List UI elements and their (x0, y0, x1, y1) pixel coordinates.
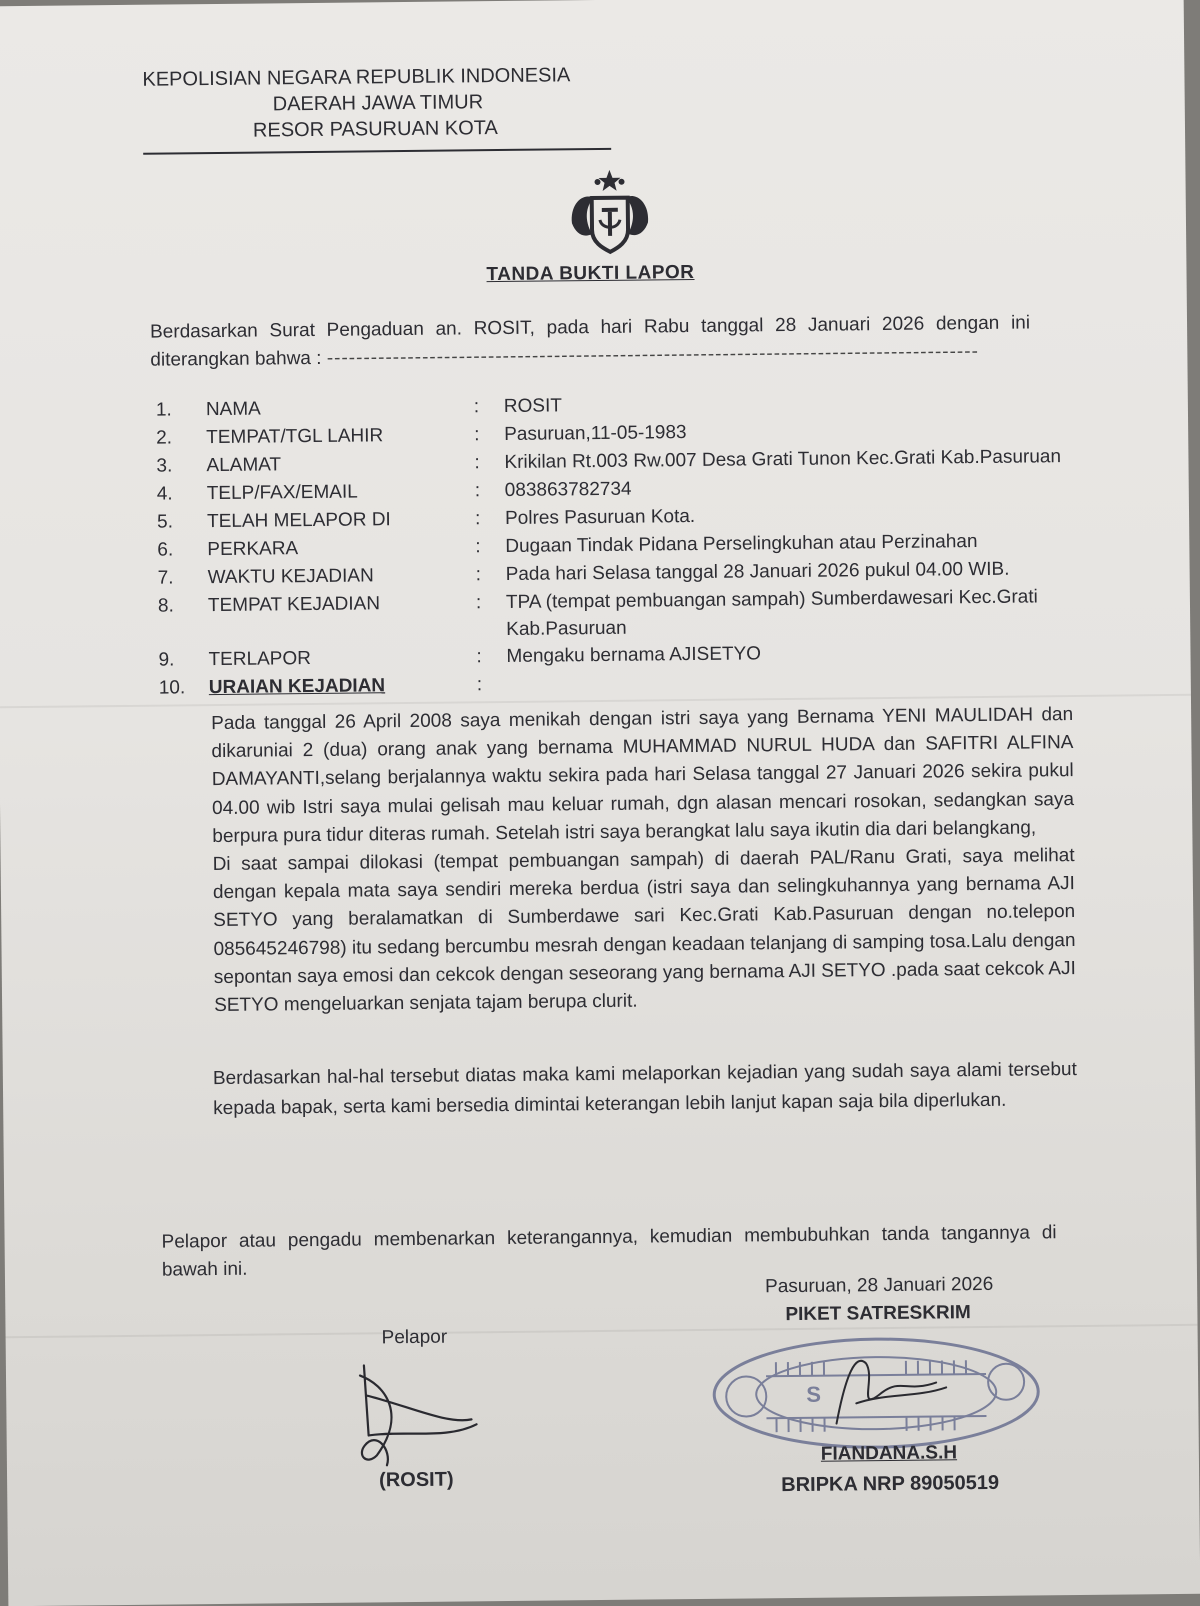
letterhead (142, 62, 613, 145)
field-colon: : (476, 646, 482, 668)
closing-paragraph: Berdasarkan hal-hal tersebut diatas maka kami melaporkan kejadian yang sudah saya alami tersebut kepada bapak, serta kami bersedia dimintai keterangan lebih lanjut kapan saja bila diperlukan. (212, 1059, 1077, 1120)
field-row-tempat-kejadian (158, 583, 1079, 647)
field-value: Pada hari Selasa tanggal 28 Januari 2026 pukul 04.00 WIB. (505, 558, 1010, 585)
officer-name: FIANDANA.S.H (820, 1442, 958, 1465)
field-label: TERLAPOR (208, 648, 312, 671)
intro-paragraph (150, 309, 1031, 374)
field-label: TEMPAT KEJADIAN (207, 593, 381, 617)
field-label: TEMPAT/TGL LAHIR (206, 425, 384, 449)
police-emblem-icon (561, 167, 658, 258)
field-value: Pasuruan,11-05-1983 (504, 422, 687, 445)
field-colon: : (475, 536, 481, 558)
field-label: TELP/FAX/EMAIL (206, 481, 358, 505)
field-number: 9. (158, 649, 175, 671)
field-number: 6. (157, 539, 174, 561)
field-value: Polres Pasuruan Kota. (504, 505, 696, 529)
field-number: 2. (156, 427, 173, 449)
svg-text:S: S (806, 1381, 822, 1407)
field-colon: : (476, 674, 483, 696)
letterhead-line-2: DAERAH JAWA TIMUR (272, 91, 484, 116)
field-label: NAMA (205, 398, 261, 421)
field-colon: : (474, 480, 481, 502)
field-number: 7. (157, 567, 174, 589)
field-number: 4. (156, 483, 173, 505)
field-colon: : (474, 508, 481, 530)
letterhead-divider (143, 148, 611, 155)
field-label: TELAH MELAPOR DI (206, 509, 391, 533)
field-number: 1. (155, 399, 172, 421)
officer-unit: PIKET SATRESKRIM (785, 1302, 971, 1326)
field-label: URAIAN KEJADIAN (208, 675, 386, 699)
intro-text: Berdasarkan Surat Pengaduan an. ROSIT, pada hari Rabu tanggal 28 Januari 2026 dengan ini diterangkan bahwa : (149, 312, 1031, 371)
letterhead-line-3: RESOR PASURUAN KOTA (252, 117, 498, 142)
narrative-paragraph-1: Pada tanggal 26 April 2008 saya menikah dengan istri saya yang Bernama YENI MAULIDAH dan dikaruniai 2 (dua) orang anak yang bernama MUHAMMAD NURUL HUDA dan SAFITRI ALFINA DAMAYANTI,selang berjalannya waktu sekira pada hari Selasa tanggal 27 Januari 2026 sekira pukul 04.00 wib Istri saya mulai gelisah mau keluar rumah, dgn alasan mencari rosokan, sedangkan saya berpura pura tidur diteras rumah. Setelah istri saya berangkat lalu saya ikutin dia dari belangkang, (211, 704, 1075, 847)
field-colon: : (475, 564, 482, 586)
field-label: PERKARA (207, 538, 299, 561)
field-label: WAKTU KEJADIAN (207, 565, 374, 589)
reporter-name: (ROSIT) (378, 1468, 454, 1492)
field-value: ROSIT (503, 395, 563, 417)
field-colon: : (474, 452, 480, 474)
report-fields (156, 387, 1079, 703)
field-value: TPA (tempat pembuangan sampah) Sumberdawesari Kec.Grati Kab.Pasuruan (505, 586, 1038, 640)
field-number: 10. (158, 677, 186, 699)
police-stamp-icon (706, 1331, 1047, 1461)
reporter-signature-block (346, 1326, 506, 1492)
signing-date: Pasuruan, 28 Januari 2026 (764, 1273, 994, 1298)
field-number: 8. (157, 595, 174, 617)
field-value: Krikilan Rt.003 Rw.007 Desa Grati Tunon Kec.Grati Kab.Pasuruan (504, 446, 1062, 473)
field-number: 5. (156, 511, 174, 533)
field-value: 083863782734 (504, 478, 632, 501)
field-colon: : (475, 592, 482, 614)
incident-narrative (211, 701, 1076, 1020)
field-colon: : (474, 424, 480, 446)
confirmation-statement: Pelapor atau pengadu membenarkan keterangannya, kemudian membubuhkan tanda tangannya di bawah ini. (161, 1222, 1057, 1281)
field-label: ALAMAT (206, 454, 282, 477)
document-title: TANDA BUKTI LAPOR (486, 261, 695, 286)
field-value: Dugaan Tindak Pidana Perselingkuhan atau Perzinahan (505, 531, 978, 557)
officer-rank-nrp: BRIPKA NRP 89050519 (781, 1471, 1000, 1497)
field-number: 3. (156, 455, 173, 477)
field-colon: : (473, 396, 480, 418)
field-value: Mengaku bernama AJISETYO (506, 643, 762, 667)
reporter-label: Pelapor (381, 1326, 448, 1349)
narrative-paragraph-2: Di saat sampai dilokasi (tempat pembuangan sampah) di daerah PAL/Ranu Grati, saya melihat dengan kepala mata saya sendiri mereka berdua (istri saya dan selingkuhannya yang bernama AJI SETYO yang beralamatkan di Sumberdawe sari Kec.Grati Kab.Pasuruan dengan no.telepon 085645246798) itu sedang bercumbu mesrah dengan keadaan telanjang di samping tosa.Lalu dengan sepontan saya emosi dan cekcok dengan seseorang yang bernama AJI SETYO .pada saat cekcok AJI SETYO mengeluarkan senjata tajam berupa clurit. (212, 845, 1076, 1017)
intro-dash-line: ----------------------------------------------------------------------------------------- (326, 341, 979, 369)
letterhead-line-1: KEPOLISIAN NEGARA REPUBLIK INDONESIA (142, 64, 571, 91)
reporter-signature-icon (346, 1354, 507, 1476)
